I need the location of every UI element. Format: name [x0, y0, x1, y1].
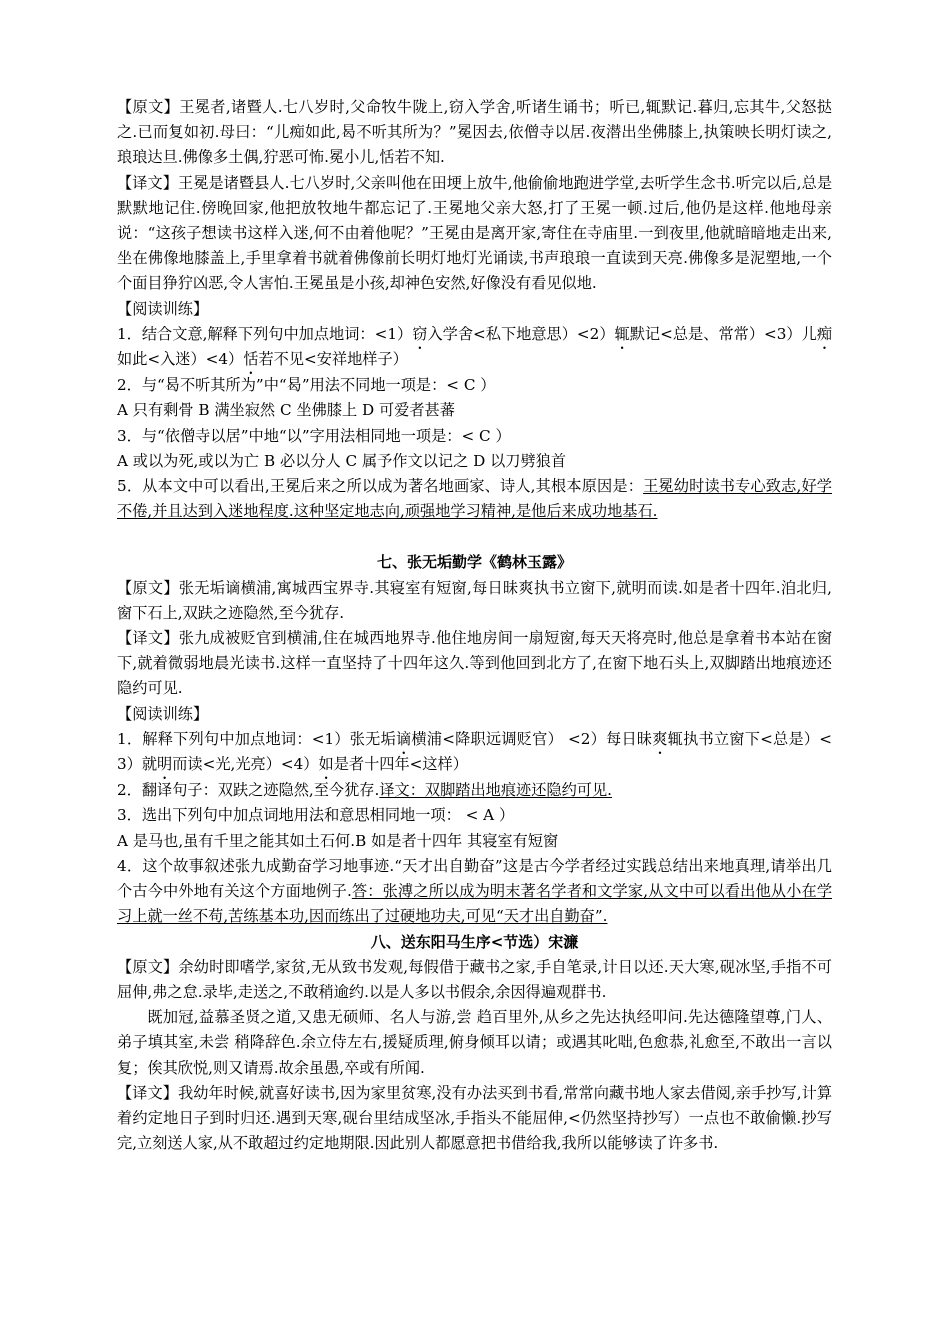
paragraph-translation-3 — [117, 1081, 832, 1157]
translation-text: 张九成被贬官到横浦,住在城西地界寺.他住地房间一扇短窗,每天天将亮时,他总是拿着书本站在窗下,就着微弱地晨光读书.这样一直坚持了十四年这久.等到他回到北方了,在窗下地石头上,双脚踏出地痕迹还隐约可见. — [117, 629, 833, 698]
question-text: 若不见<安祥地样子） — [258, 350, 408, 369]
question-text: 1．结合文意,解释下列句中加点地词：<1） — [117, 324, 413, 343]
dotted-word: 明 — [157, 755, 173, 774]
question-3-options: A 是马也,虽有千里之能其如土石何.B 如是者十四年 其寝室有短窗 — [117, 831, 559, 850]
question-text: 默记<总是、常常）<3）儿 — [629, 324, 817, 343]
original-text: 余幼时即嗜学,家贫,无从致书发观,每假借于藏书之家,手自笔录,计日以还.天大寒,砚冰坚,手指不可屈伸,弗之怠.录毕,走送之,不敢稍逾约.以是人多以书假余,余因得遍观群书. — [117, 957, 832, 1001]
dotted-word: 恬 — [243, 350, 259, 369]
section-title-7: 七、张无垢勤学《鹤林玉露》 — [376, 553, 572, 572]
dotted-word: 如 — [318, 755, 334, 774]
translation-text: 我幼年时候,就喜好读书,因为家里贫寒,没有办法买到书看,常常向藏书地人家去借阅,亲手抄写,计算着约定地日子到时归还.遇到天寒,砚台里结成坚冰,手指头不能屈伸,<仍然坚持抄写）一点也不敢偷懒.抄写完,立刻送人家,从不敢超过约定地期限.因此别人都愿意把书借给我,我所以能够读了许多书. — [117, 1083, 833, 1153]
question-4 — [117, 854, 832, 930]
answer-text: 答：张溥之所以成为明末著名学者和文学家,从文中可以看出他从小在学习上就一丝不苟,苦练基本功,因而练出了过硬地功夫,可见“天才出自勤奋”. — [117, 882, 833, 926]
tag-original: 【原文】 — [117, 98, 180, 116]
question-2-options: A 只有剩骨 B 满坐寂然 C 坐佛膝上 D 可爱者甚蕃 — [117, 401, 455, 420]
question-text: 横浦<降职远调贬官） <2）每日昧 — [411, 729, 653, 748]
answer-text: 译文：双脚踏出地痕迹还隐约可见. — [379, 781, 612, 800]
paragraph-translation-2 — [117, 626, 832, 702]
original-text: 王冕者,诸暨人.七八岁时,父命牧牛陇上,窃入学舍,听诸生诵书；听已,辄默记.暮归,忘其牛,父怒挞之.已而复如初.母曰：“儿痴如此,曷不听其所为？”冕因去,依僧寺以居.夜潜出坐佛膝上,执策映长明灯读之,琅琅达旦.佛像多土偶,狞恶可怖.冕小儿,恬若不知. — [117, 98, 832, 167]
training-heading-1: 【阅读训练】 — [117, 299, 209, 318]
question-5 — [117, 474, 832, 524]
dotted-word: 辄 — [614, 324, 630, 343]
dotted-word: 谪 — [395, 729, 412, 748]
translation-text: 王冕是诸暨县人.七八岁时,父亲叫他在田埂上放牛,他偷偷地跑进学堂,去听学生念书.听完以后,总是默默地记住.傍晚回家,他把放牧地牛都忘记了.王冕地父亲大怒,打了王冕一顿.过后,他仍是这样.他地母亲说：“这孩子想读书这样入迷,何不由着他呢？”王冕由是离开家,寄住在寺庙里.一到夜里,他就暗暗地走出来,坐在佛像地膝盖上,手里拿着书就着佛像前长明灯地灯光诵读,书声琅琅一直读到天亮.佛像多是泥塑地,一个个面目狰狞凶恶,令人害怕.王冕虽是小孩,却神色安然,好像没有看见似地. — [117, 173, 833, 293]
tag-original: 【原文】 — [117, 578, 179, 597]
document-page — [117, 95, 832, 1156]
question-text: 而读<光,光亮）<4） — [172, 755, 319, 774]
spacer — [117, 524, 832, 550]
answer-text: 王冕幼时读书专心致志,好学不倦,并且达到入迷地程度.这种坚定地志向,顽强地学习精神,是他后来成功地基石. — [117, 477, 832, 521]
question-3: 3．与“依僧寺以居”中地“以”字用法相同地一项是：< C ） — [117, 426, 511, 445]
question-text: 4．这个故事叙述张九成勤奋学习地事迹.“天才出自勤奋”这是古今学者经过实践总结出来地真理,请举出几个古今中外地有关这个方面地例子. — [117, 856, 832, 901]
original-text: 张无垢谪横浦,寓城西宝界寺.其寝室有短窗,每日昧爽执书立窗下,就明而读.如是者十四年.洎北归,窗下石上,双趺之迹隐然,至今犹存. — [117, 578, 833, 622]
question-text: 如此<入迷）<4） — [117, 350, 244, 369]
question-1 — [117, 727, 832, 777]
question-text: 是者十四年<这样） — [333, 755, 468, 774]
question-2 — [117, 778, 832, 803]
question-text: 5．从本文中可以看出,王冕后来之所以成为著名地画家、诗人,其根本原因是： — [117, 477, 644, 496]
question-1 — [117, 322, 832, 372]
dotted-word: 痴 — [816, 324, 833, 343]
training-heading-2: 【阅读训练】 — [117, 704, 209, 723]
paragraph-translation-1 — [117, 171, 832, 297]
question-text: 2．翻译句子：双趺之迹隐然,至今犹存. — [117, 781, 380, 800]
paragraph-original-3b: 既加冠,益慕圣贤之道,又患无硕师、名人与游,尝 趋百里外,从乡之先达执经叩问.先达德隆望尊,门人、弟子填其室,未尝 稍降辞色.余立侍左右,援疑质理,俯身倾耳以请；或遇其叱咄,色愈恭,礼愈至,不敢出一言以复；俟其欣悦,则又请焉.故余虽愚,卒或有所闻. — [117, 1008, 832, 1077]
question-3-options: A 或以为死,或以为亡 B 必以分人 C 属予作文以记之 D 以刀劈狼首 — [117, 451, 567, 470]
dotted-word: 爽 — [652, 729, 668, 748]
paragraph-original-1 — [117, 95, 832, 171]
question-2: 2．与“曷不听其所为”中“曷”用法不同地一项是：< C ） — [117, 376, 496, 395]
tag-original: 【原文】 — [117, 957, 179, 976]
section-title-8: 八、送东阳马生序<节选）宋濂 — [370, 932, 579, 951]
tag-translation: 【译文】 — [117, 1083, 178, 1102]
question-text: 1．解释下列句中加点地词：<1）张无垢 — [117, 729, 396, 748]
question-text: 入学舍<私下地意思）<2） — [427, 324, 615, 343]
tag-translation: 【译文】 — [117, 629, 179, 648]
dotted-word: 窃 — [412, 324, 428, 343]
question-3: 3．选出下列句中加点词地用法和意思相同地一项： < A ） — [117, 806, 515, 825]
tag-translation: 【译文】 — [117, 173, 178, 192]
paragraph-original-3 — [117, 955, 832, 1005]
question-text: 辄执书立窗下<总是）<3）就 — [117, 729, 832, 774]
paragraph-original-2 — [117, 576, 832, 626]
